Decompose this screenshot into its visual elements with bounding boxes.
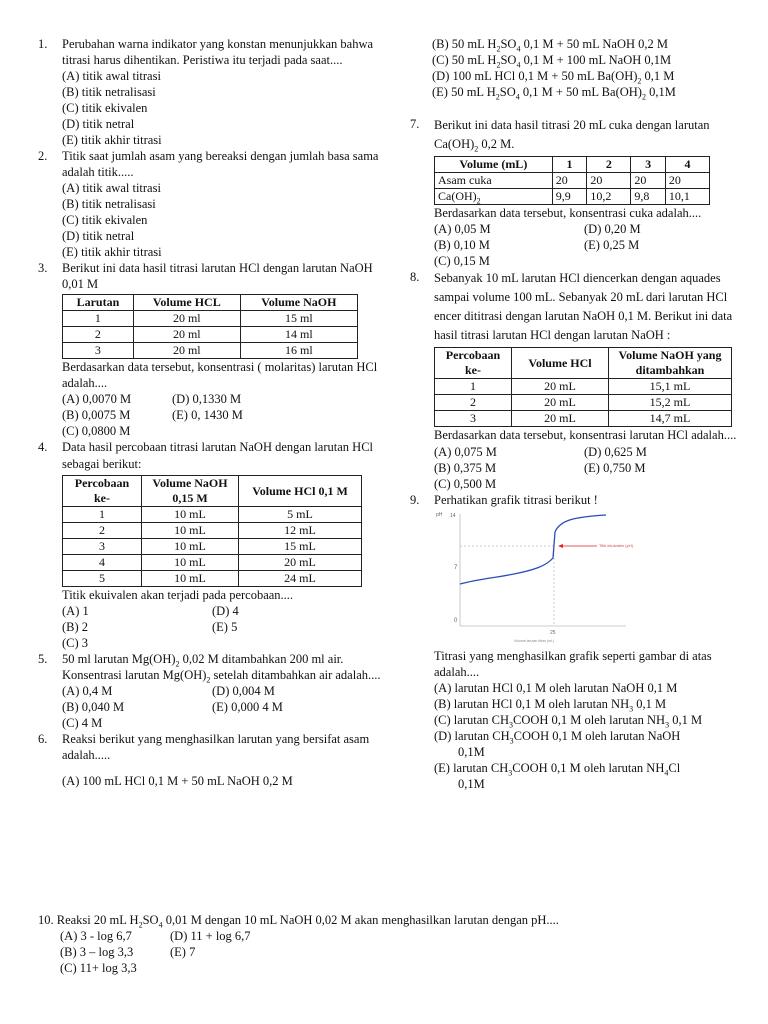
table-cell: 10 mL: [142, 571, 239, 587]
table-cell: 20: [552, 173, 587, 189]
option: (B) 0,0075 M: [62, 408, 131, 422]
option: (B) 0,375 M: [434, 461, 497, 475]
table-cell: 3: [63, 343, 134, 359]
option: (A) 0,4 M: [62, 684, 113, 698]
x-axis-label: Volume larutan titran (mL): [514, 639, 555, 643]
table-cell: 20: [631, 173, 666, 189]
option: (A) 0,075 M: [434, 445, 497, 459]
question-7: [410, 116, 740, 269]
table-cell: 16 ml: [240, 343, 357, 359]
table-header: Volume HCl: [512, 348, 609, 379]
question-6-continued: [410, 36, 740, 100]
options-grid: [38, 928, 758, 976]
table-cell: 15,1 mL: [609, 379, 732, 395]
table-cell: 1: [63, 507, 142, 523]
option: (C) 0,500 M: [434, 477, 497, 491]
question-text: Berikut ini data hasil titrasi larutan HCl dengan larutan NaOH 0,01 M: [62, 261, 373, 291]
question-10: [38, 912, 758, 976]
question-text: 10. Reaksi 20 mL $H_2SO_4$ 0,01 M dengan 10 mL NaOH 0,02 M akan menghasilkan larutan dengan pH....: [38, 913, 559, 930]
option: (C) 3: [62, 636, 89, 650]
table-row: [63, 327, 358, 343]
question-text: Data hasil percobaan titrasi larutan NaOH dengan larutan HCl sebagai berikut:: [62, 440, 373, 471]
option: (D) 0,625 M: [584, 445, 647, 459]
table-row: [435, 379, 732, 395]
option: (A) 1: [62, 604, 89, 618]
table-header: 4: [665, 157, 709, 173]
option: (C) titik ekivalen: [62, 101, 148, 115]
left-column: [38, 36, 383, 789]
option: (C) titik ekivalen: [62, 213, 148, 227]
table-row: [63, 507, 362, 523]
table-cell: 14 ml: [240, 327, 357, 343]
option: (D) larutan $CH_3COOH$ 0,1 M oleh larutan NaOH: [434, 729, 681, 746]
table-header: Volume HCL: [133, 295, 240, 311]
table-cell: 15,2 mL: [609, 395, 732, 411]
table-cell: 24 mL: [239, 571, 362, 587]
table-cell: 4: [63, 555, 142, 571]
table-header: Volume NaOH yang ditambahkan: [609, 348, 732, 379]
option: (D) titik netral: [62, 117, 135, 131]
question-text: Sebanyak 10 mL larutan HCl diencerkan dengan aquades sampai volume 100 mL. Sebanyak 20 mL dari larutan HCl encer dititrasi dengan larutan NaOH 0,1 M. Berikut ini data hasil titrasi larutan HCl dengan larutan NaOH :: [434, 271, 733, 342]
option: (A) 100 mL HCl 0,1 M + 50 mL NaOH 0,2 M: [62, 774, 293, 788]
table-header: 3: [631, 157, 666, 173]
question-number: 1.: [38, 37, 48, 51]
options-grid: [434, 221, 740, 269]
table-cell: 2: [63, 327, 134, 343]
table-row: [63, 311, 358, 327]
table-header: Percobaan ke-: [63, 476, 142, 507]
question-number: 6.: [38, 732, 48, 746]
data-table: [62, 475, 362, 587]
options-grid: [62, 603, 383, 651]
table-cell: 15 ml: [240, 311, 357, 327]
option: (C) 0,0800 M: [62, 424, 131, 438]
table-cell: 20 mL: [512, 379, 609, 395]
table-row: [435, 173, 710, 189]
question-9: [410, 492, 740, 792]
table-row: [435, 189, 710, 205]
option: (A) larutan HCl 0,1 M oleh larutan NaOH 0,1 M: [434, 681, 678, 695]
table-cell: 20 mL: [512, 395, 609, 411]
option: (A) 0,05 M: [434, 222, 491, 236]
option: (B) titik netralisasi: [62, 85, 156, 99]
option: (E) 0, 1430 M: [172, 408, 243, 422]
option: (B) larutan HCl 0,1 M oleh larutan $NH_3$ 0,1 M: [434, 697, 667, 714]
option: (E) 0,750 M: [584, 461, 646, 475]
table-header: Volume (mL): [435, 157, 553, 173]
question-number: 8.: [410, 270, 420, 284]
data-table: [62, 294, 358, 359]
question-text: Perhatikan grafik titrasi berikut !: [434, 493, 598, 507]
question-text: 50 ml larutan $Mg(OH)_2$ 0,02 M ditambahkan 200 ml air. Konsentrasi larutan $Mg(OH)_2$ setelah ditambahkan air adalah....: [62, 652, 381, 685]
table-cell: 2: [435, 395, 512, 411]
table-row: [63, 343, 358, 359]
question-text: Berdasarkan data tersebut, konsentrasi larutan HCl adalah....: [434, 428, 737, 442]
option-continuation: 0,1M: [458, 777, 485, 791]
table-cell: 10,2: [587, 189, 631, 205]
question-text: Titik ekuivalen akan terjadi pada percobaan....: [62, 588, 294, 602]
option: (D) 0,1330 M: [172, 392, 242, 406]
table-cell: 10 mL: [142, 523, 239, 539]
arrow-head: [558, 544, 563, 548]
titration-graph: [434, 508, 644, 648]
table-cell: $Ca(OH)_2$: [435, 189, 553, 205]
table-header: 2: [587, 157, 631, 173]
option: (B) 0,040 M: [62, 700, 125, 714]
question-6: [38, 731, 383, 789]
table-cell: 20 ml: [133, 343, 240, 359]
option: (D) 0,20 M: [584, 222, 641, 236]
option: (D) 0,004 M: [212, 684, 275, 698]
option: (E) 0,25 M: [584, 238, 640, 252]
question-1: [38, 36, 383, 148]
option: (E) 50 mL $H_2SO_4$ 0,1 M + 50 mL $Ba(OH)_2$ 0,1M: [432, 85, 676, 102]
question-number: 5.: [38, 652, 48, 666]
table-cell: 20: [665, 173, 709, 189]
table-cell: 5 mL: [239, 507, 362, 523]
question-text: Berdasarkan data tersebut, konsentrasi cuka adalah....: [434, 206, 702, 220]
table-row: [63, 571, 362, 587]
table-cell: 10,1: [665, 189, 709, 205]
table-cell: 1: [435, 379, 512, 395]
option: (B) 0,10 M: [434, 238, 490, 252]
question-number: 7.: [410, 117, 420, 131]
option: (E) 7: [170, 945, 196, 959]
option: (E) larutan $CH_3COOH$ 0,1 M oleh larutan $NH_4Cl$: [434, 761, 681, 778]
table-cell: 20 ml: [133, 311, 240, 327]
option: (C) 4 M: [62, 716, 103, 730]
option: (D) 11 + log 6,7: [170, 929, 251, 943]
option: (D) titik netral: [62, 229, 135, 243]
option: (A) titik awal titrasi: [62, 69, 161, 83]
question-2: [38, 148, 383, 260]
titration-curve: [460, 515, 606, 584]
table-row: [63, 555, 362, 571]
table-cell: 15 mL: [239, 539, 362, 555]
option: (E) titik akhir titrasi: [62, 133, 162, 147]
question-text: Reaksi berikut yang menghasilkan larutan yang bersifat asam adalah.....: [62, 732, 370, 762]
table-cell: 10 mL: [142, 507, 239, 523]
table-cell: 5: [63, 571, 142, 587]
table-cell: 14,7 mL: [609, 411, 732, 427]
option: (B) 3 – log 3,3: [60, 945, 134, 959]
question-text: Titrasi yang menghasilkan grafik seperti gambar di atas adalah....: [434, 649, 712, 679]
table-header: 1: [552, 157, 587, 173]
option: (D) 100 mL HCl 0,1 M + 50 mL $Ba(OH)_2$ 0,1 M: [432, 69, 675, 86]
table-row: [63, 539, 362, 555]
data-table: [434, 347, 732, 427]
table-cell: 3: [63, 539, 142, 555]
data-table: [434, 156, 710, 205]
table-header: Volume NaOH 0,15 M: [142, 476, 239, 507]
option: (C) larutan $CH_3COOH$ 0,1 M oleh larutan $NH_3$ 0,1 M: [434, 713, 703, 730]
option: (C) 11+ log 3,3: [60, 961, 137, 975]
question-3: [38, 260, 383, 439]
options-grid: [434, 444, 740, 492]
table-cell: 20 mL: [239, 555, 362, 571]
question-8: [410, 269, 740, 492]
question-text: Perubahan warna indikator yang konstan menunjukkan bahwa titrasi harus dihentikan. Peristiwa itu terjadi pada saat....: [62, 37, 374, 67]
options-grid: [62, 683, 383, 731]
question-number: 9.: [410, 493, 420, 507]
table-header: Volume NaOH: [240, 295, 357, 311]
option: (B) titik netralisasi: [62, 197, 156, 211]
question-5: [38, 651, 383, 731]
table-cell: Asam cuka: [435, 173, 553, 189]
option: (A) 0,0070 M: [62, 392, 132, 406]
question-text: Titik saat jumlah asam yang bereaksi dengan jumlah basa sama adalah titik.....: [62, 149, 379, 179]
table-cell: 2: [63, 523, 142, 539]
question-number: 4.: [38, 440, 48, 454]
option: (E) titik akhir titrasi: [62, 245, 162, 259]
table-row: [435, 411, 732, 427]
table-row: [435, 395, 732, 411]
question-text: Berdasarkan data tersebut, konsentrasi ( molaritas) larutan HCl adalah....: [62, 360, 378, 390]
table-cell: 10 mL: [142, 539, 239, 555]
table-header: Percobaan ke-: [435, 348, 512, 379]
option: (B) 50 mL $H_2SO_4$ 0,1 M + 50 mL NaOH 0,2 M: [432, 37, 669, 54]
question-4: [38, 439, 383, 651]
table-header: Larutan: [63, 295, 134, 311]
table-row: [63, 523, 362, 539]
options-grid: [62, 391, 383, 439]
option: (E) 5: [212, 620, 238, 634]
option: (A) 3 - log 6,7: [60, 929, 132, 943]
option: (C) 0,15 M: [434, 254, 490, 268]
option: (E) 0,000 4 M: [212, 700, 283, 714]
option: (D) 4: [212, 604, 239, 618]
table-cell: 20: [587, 173, 631, 189]
option-continuation: 0,1M: [458, 745, 485, 759]
option: (C) 50 mL $H_2SO_4$ 0,1 M + 100 mL NaOH 0,1M: [432, 53, 672, 70]
option: (B) 2: [62, 620, 89, 634]
question-text: Berikut ini data hasil titrasi 20 mL cuka dengan larutan $Ca(OH)_2$ 0,2 M.: [434, 118, 710, 154]
option: (A) titik awal titrasi: [62, 181, 161, 195]
y-tick-label: 0: [454, 618, 458, 624]
x-tick-label: 25: [550, 630, 556, 636]
table-cell: 9,8: [631, 189, 666, 205]
equivalence-annotation: Titik ekuivalen (pH): [599, 543, 634, 548]
right-column: [410, 36, 740, 792]
y-tick-label: 7: [454, 565, 458, 571]
table-cell: 1: [63, 311, 134, 327]
table-cell: 3: [435, 411, 512, 427]
question-number: 3.: [38, 261, 48, 275]
table-cell: 20 mL: [512, 411, 609, 427]
table-cell: 10 mL: [142, 555, 239, 571]
y-tick-label: 14: [450, 513, 456, 519]
y-axis-label: pH: [436, 512, 443, 518]
table-cell: 9,9: [552, 189, 587, 205]
question-number: 2.: [38, 149, 48, 163]
table-cell: 12 mL: [239, 523, 362, 539]
table-header: Volume HCl 0,1 M: [239, 476, 362, 507]
table-cell: 20 ml: [133, 327, 240, 343]
